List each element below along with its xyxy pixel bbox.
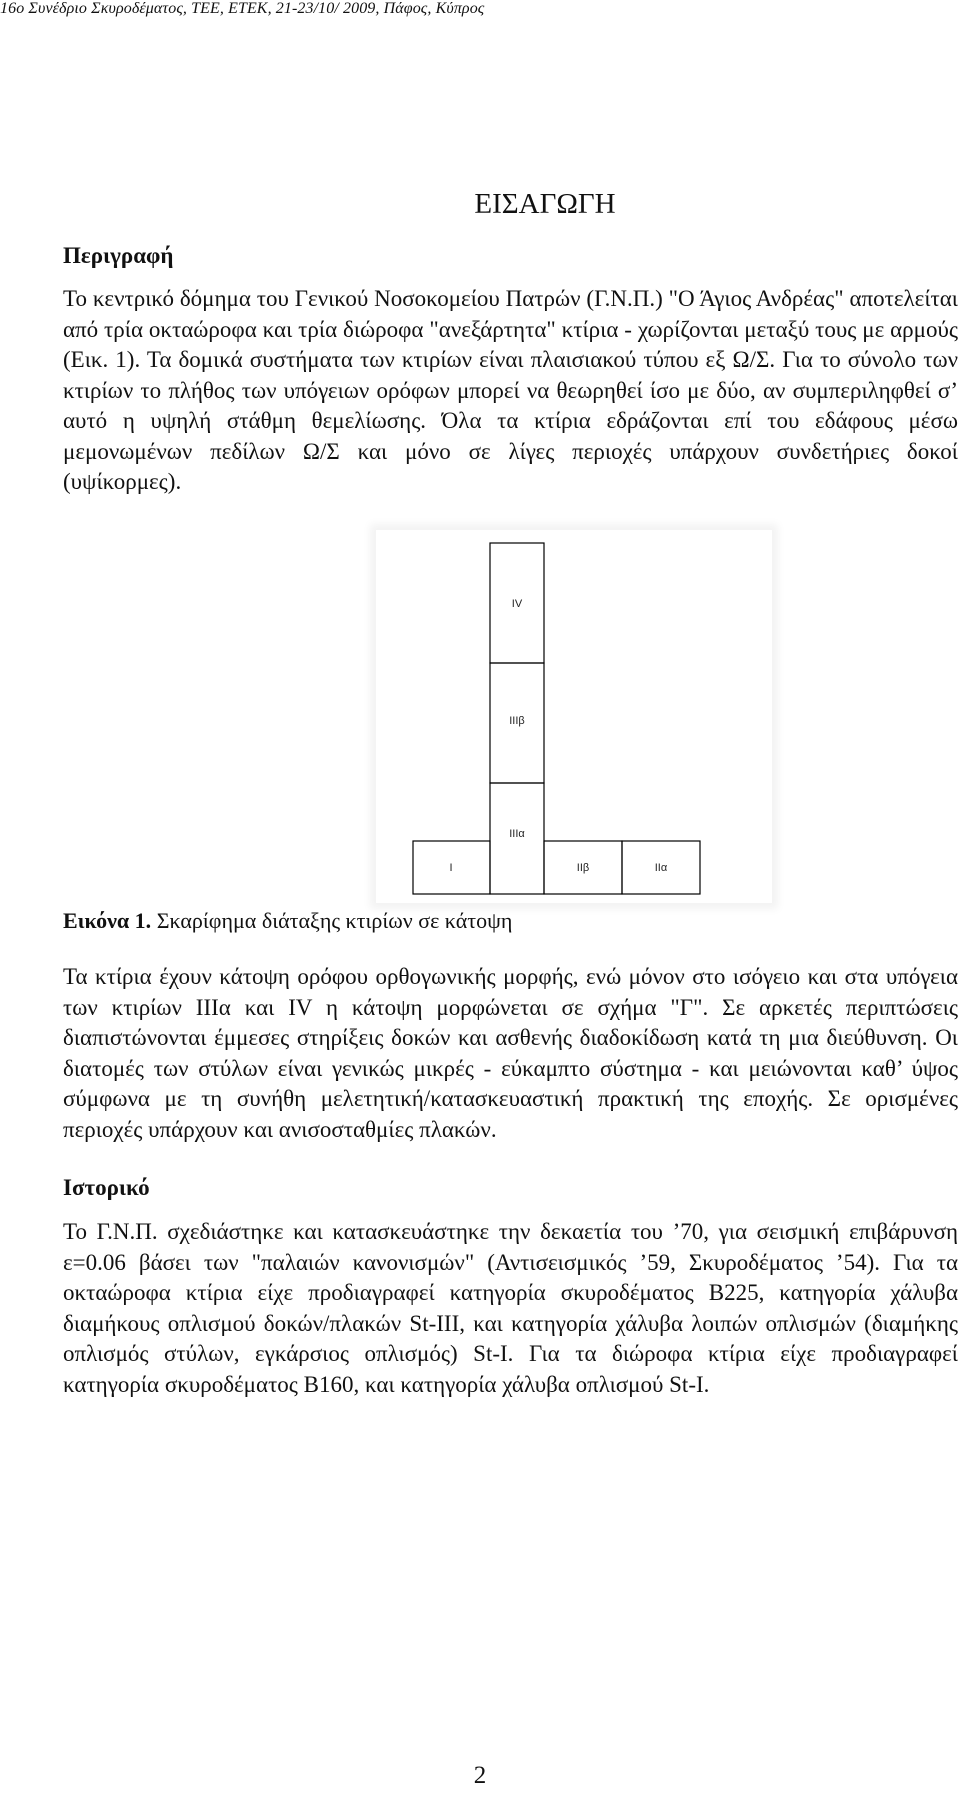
label-iib: IIβ: [576, 862, 590, 874]
label-iiia: IIIα: [509, 828, 525, 840]
paragraph-history: Το Γ.Ν.Π. σχεδιάστηκε και κατασκευάστηκε την δεκαετία του ’70, για σεισμική επιβάρυνση ε=0.06 βάσει των "παλαιών κανονισμών" (Αντισεισμικός ’59, Σκυροδέματος ’54). Για τα οκταώροφα κτίρια είχε προδιαγραφεί κατηγορία σκυροδέματος Β225, κατηγορία χάλυβα διαμήκους οπλισμού δοκών/πλακών St-III, και κατηγορία χάλυβα λοιπών οπλισμών (διαμήκης οπλισμός στύλων, εγκάρσιος οπλισμός) St-I. Για τα διώροφα κτίρια είχε προδιαγραφεί κατηγορία σκυροδέματος Β160, και κατηγορία χάλυβα οπλισμού St-I.: [63, 1219, 958, 1397]
paragraph-floorplan: Τα κτίρια έχουν κάτοψη ορόφου ορθογωνικής μορφής, ενώ μόνον στο ισόγειο και στα υπόγεια των κτιρίων IIIα και IV η κάτοψη μορφώνεται σε σχήμα "Γ". Σε αρκετές περιπτώσεις διαπιστώνονται έμμεσες στηρίξεις δοκών και ασθενής διαδοκίδωση κατά τη μια διεύθυνση. Οι διατομές των στύλων είναι γενικώς μικρές - εύκαμπτο σύστημα - και μειώνονται καθ’ ύψος σύμφωνα με τη συνήθη μελετητική/κατασκευαστική πρακτική της εποχής. Σε ορισμένες περιοχές υπάρχουν και ανισοσταθμίες πλακών.: [63, 964, 958, 1142]
figure-caption-label: Εικόνα 1.: [63, 908, 152, 933]
heading-history: Ιστορικό: [63, 1175, 150, 1200]
label-iv: IV: [511, 598, 523, 610]
paragraph-description: Το κεντρικό δόμημα του Γενικού Νοσοκομείου Πατρών (Γ.Ν.Π.) "Ο Άγιος Ανδρέας" αποτελείται από τρία οκταώροφα και τρία διώροφα "ανεξάρτητα" κτίρια - χωρίζονται μεταξύ τους με αρμούς (Εικ. 1). Τα δομικά συστήματα των κτιρίων είναι πλαισιακού τύπου εξ Ω/Σ. Για το σύνολο των κτιρίων το πλήθος των υπόγειων ορόφων μπορεί να θεωρηθεί ίσο με δύο, αν συμπεριληφθεί σ’ αυτό η υψηλή στάθμη θεμελίωσης. Όλα τα κτίρια εδράζονται επί του εδάφους μέσω μεμονωμένων πεδίλων Ω/Σ και μόνο σε λίγες περιοχές υπάρχουν συνδετήριες δοκοί (υψίκορμες).: [63, 286, 958, 494]
label-i: I: [449, 862, 453, 874]
heading-description: Περιγραφή: [63, 243, 174, 268]
figure-caption: [63, 908, 512, 934]
figure-caption-text: Σκαρίφημα διάταξης κτιρίων σε κάτοψη: [151, 908, 513, 933]
section-title: ΕΙΣΑΓΩΓΗ: [474, 188, 616, 220]
label-iiib: IIIβ: [509, 715, 525, 727]
page-number: 2: [473, 1762, 487, 1789]
label-iia: IIα: [654, 862, 668, 874]
building-layout-sketch: [376, 530, 772, 903]
building-layout-figure: [376, 530, 772, 903]
conference-header: 16ο Συνέδριο Σκυροδέματος, ΤΕΕ, ΕΤΕΚ, 21-23/10/ 2009, Πάφος, Κύπρος: [0, 0, 485, 17]
